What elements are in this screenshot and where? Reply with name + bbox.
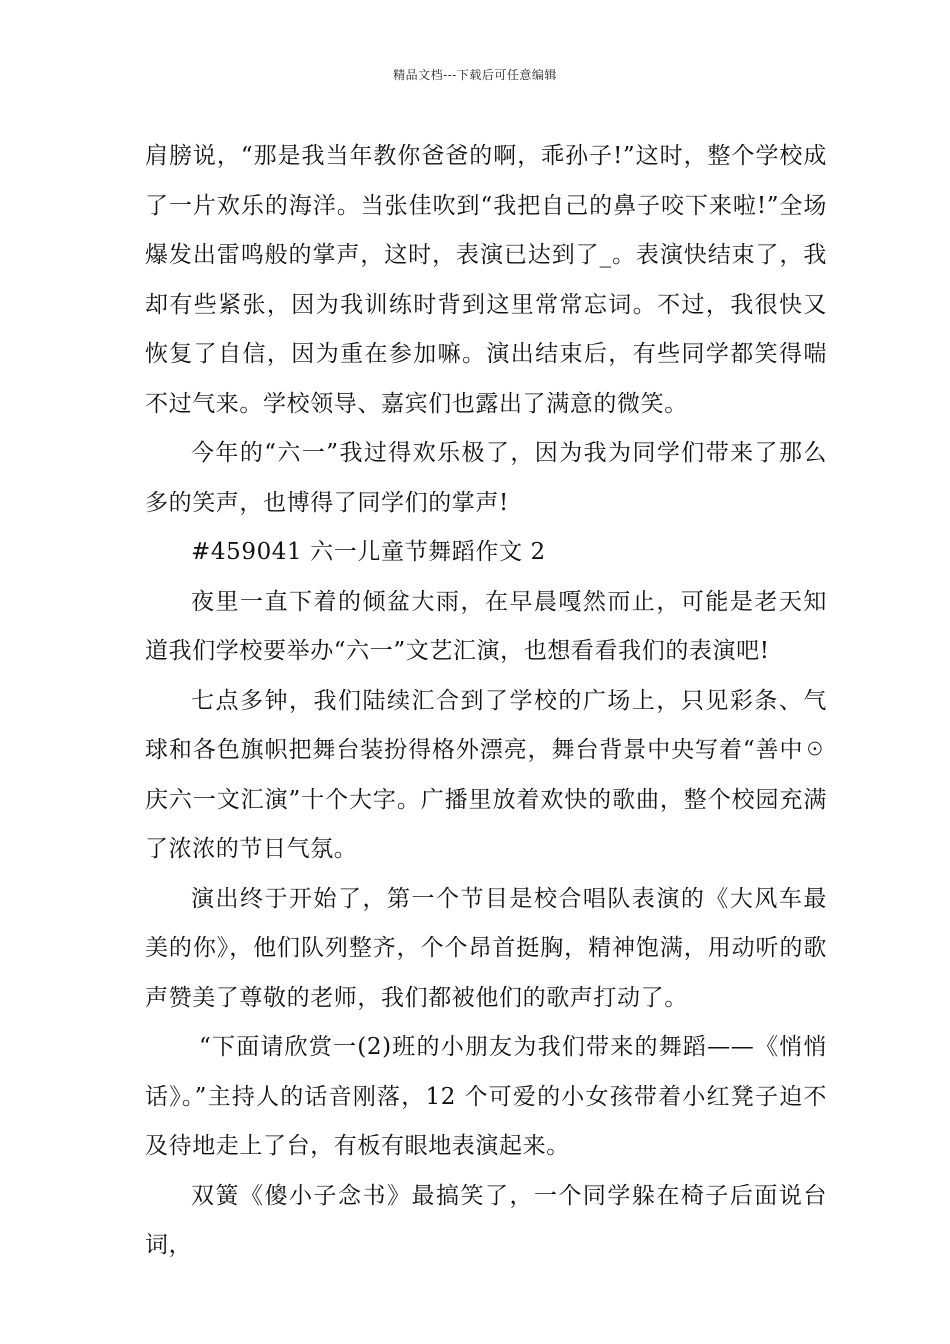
paragraph-square: 七点多钟，我们陆续汇合到了学校的广场上，只见彩条、气球和各色旗帜把舞台装扮得格外漂亮，舞台背景中央写着“善中☉庆六一文汇演”十个大字。广播里放着欢快的歌曲，整个校园充满了浓浓的节日气氛。 — [145, 687, 827, 862]
document-body — [145, 132, 827, 1271]
paragraph-rain: 夜里一直下着的倾盆大雨，在早晨嘎然而止，可能是老天知道我们学校要举办“六一”文艺汇演，也想看看我们的表演吧! — [145, 588, 827, 664]
essay-heading: #459041 六一儿童节舞蹈作文 2 — [191, 539, 546, 565]
page-header: 精品文档---下载后可任意编辑 — [393, 68, 557, 82]
paragraph-continuation: 肩膀说，“那是我当年教你爸爸的啊，乖孙子!”这时，整个学校成了一片欢乐的海洋。当张佳吹到“我把自己的鼻子咬下来啦!”全场爆发出雷鸣般的掌声，这时，表演已达到了_。表演快结束了，我却有些紧张，因为我训练时背到这里常常忘词。不过，我很快又恢复了自信，因为重在参加嘛。演出结束后，有些同学都笑得喘不过气来。学校领导、嘉宾们也露出了满意的微笑。 — [145, 143, 827, 417]
paragraph-conclusion: 今年的“六一”我过得欢乐极了，因为我为同学们带来了那么多的笑声，也博得了同学们的掌声! — [145, 440, 827, 516]
paragraph-dance: “下面请欣赏一(2)班的小朋友为我们带来的舞蹈——《悄悄话》。”主持人的话音刚落，12 个可爱的小女孩带着小红凳子迫不及待地走上了台，有板有眼地表演起来。 — [145, 1034, 827, 1159]
paragraph-shuanghuang: 双簧《傻小子念书》最搞笑了，一个同学躲在椅子后面说台词， — [145, 1182, 827, 1258]
paragraph-choir: 演出终于开始了，第一个节目是校合唱队表演的《大风车最美的你》，他们队列整齐，个个昂首挺胸，精神饱满，用动听的歌声赞美了尊敬的老师，我们都被他们的歌声打动了。 — [145, 885, 827, 1011]
